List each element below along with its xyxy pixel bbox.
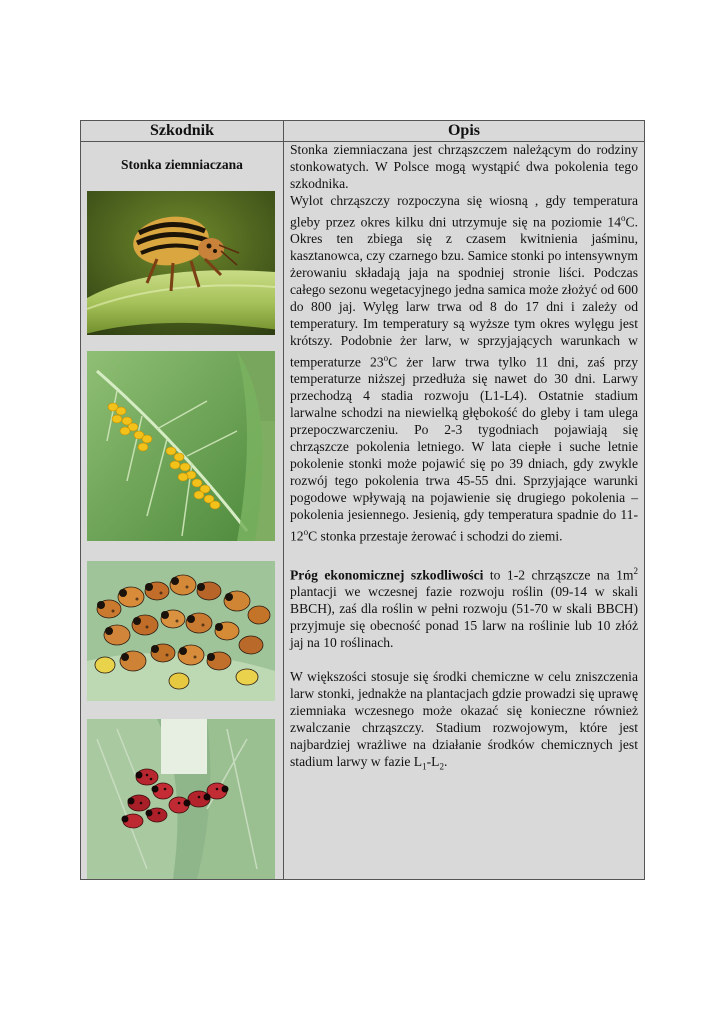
egg-cluster-photo	[87, 351, 275, 541]
description-control: W większości stosuje się środki chemiczne w celu zniszczenia larw stonki, jednakże na plantacjach gdzie prowadzi się uprawę ziemniaka wczesnego może okazać się konieczne również zwalczanie chrząszczy. Stadium rozwojowym, które jest najbardziej wrażliwe na działanie środków chemicznych jest stadium larwy w fazie $L_1-L_2$.	[290, 668, 638, 772]
description-threshold: Próg ekonomicznej szkodliwości to 1-2 chrząszcze na $1m^2$ plantacji we wczesnej fazie rozwoju roślin (09-14 w skali BBCH), zaś dla roślin w pełni rozwoju (51-70 w skali BBCH) przyjmuje się obecność ponad 15 larw na roślinie lub 10 złóż jaj na 10 roślinach.	[290, 565, 638, 650]
header-opis: Opis	[447, 122, 480, 139]
pest-name: Stonka ziemniaczana	[121, 157, 243, 172]
beetle-photo	[87, 191, 275, 335]
description-lifecycle: Wylot chrząszczy rozpoczyna się wiosną , gdy temperatura gleby przez okres kilku dni utrzymuje się na poziomie 14$^o$C. Okres ten zbiega się z czasem kwitnienia jaśminu, kasztanowca, czy czarnego bzu. Samice stonki po intensywnym żerowaniu składają jaja na spodniej stronie liści. Podczas całego sezonu wegetacyjnego jedna samica może złożyć od 600 do 800 jaj. Wylęg larw trwa od 8 do 17 dni i zależy od temperatury. Im temperatury są wyższe tym okres wylęgu jest krótszy. Podobnie żer larw, w sprzyjających warunkach w temperaturze 23$^o$C żer larw trwa tylko 11 dni, zaś przy temperaturze niższej przedłuża się nawet do 30 dni. Larwy przechodzą 4 stadia rozwoju (L1-L4). Ostatnie stadium larwalne schodzi na niewielką głębokość do gleby i tam ulega przepoczwarczeniu. Po 2-3 tygodniach pojawiają się chrząszcze pokolenia letniego. W lata ciepłe i suche letnie pokolenie stonki może pojawić się po 39 dniach, gdy zwykle rozwój tego pokolenia trwa 45-55 dni. Sprzyjające warunki pogodowe wpływają na pojawienie się drugiego pokolenia – pokolenia jesiennego. Jesienią, gdy temperatura spadnie do 11-12$^o$C stonka przestaje żerować i schodzi do ziemi.	[290, 192, 639, 544]
pest-description	[290, 142, 638, 775]
young-larvae-photo	[87, 719, 275, 879]
column-divider	[283, 121, 284, 879]
header-szkodnik: Szkodnik	[149, 122, 215, 139]
pest-table	[80, 120, 645, 880]
description-intro: Stonka ziemniaczana jest chrząszczem należącym do rodziny stonkowatych. W Polsce mogą wystąpić dwa pokolenia tego szkodnika.	[290, 142, 638, 191]
larvae-group-photo	[87, 561, 275, 701]
